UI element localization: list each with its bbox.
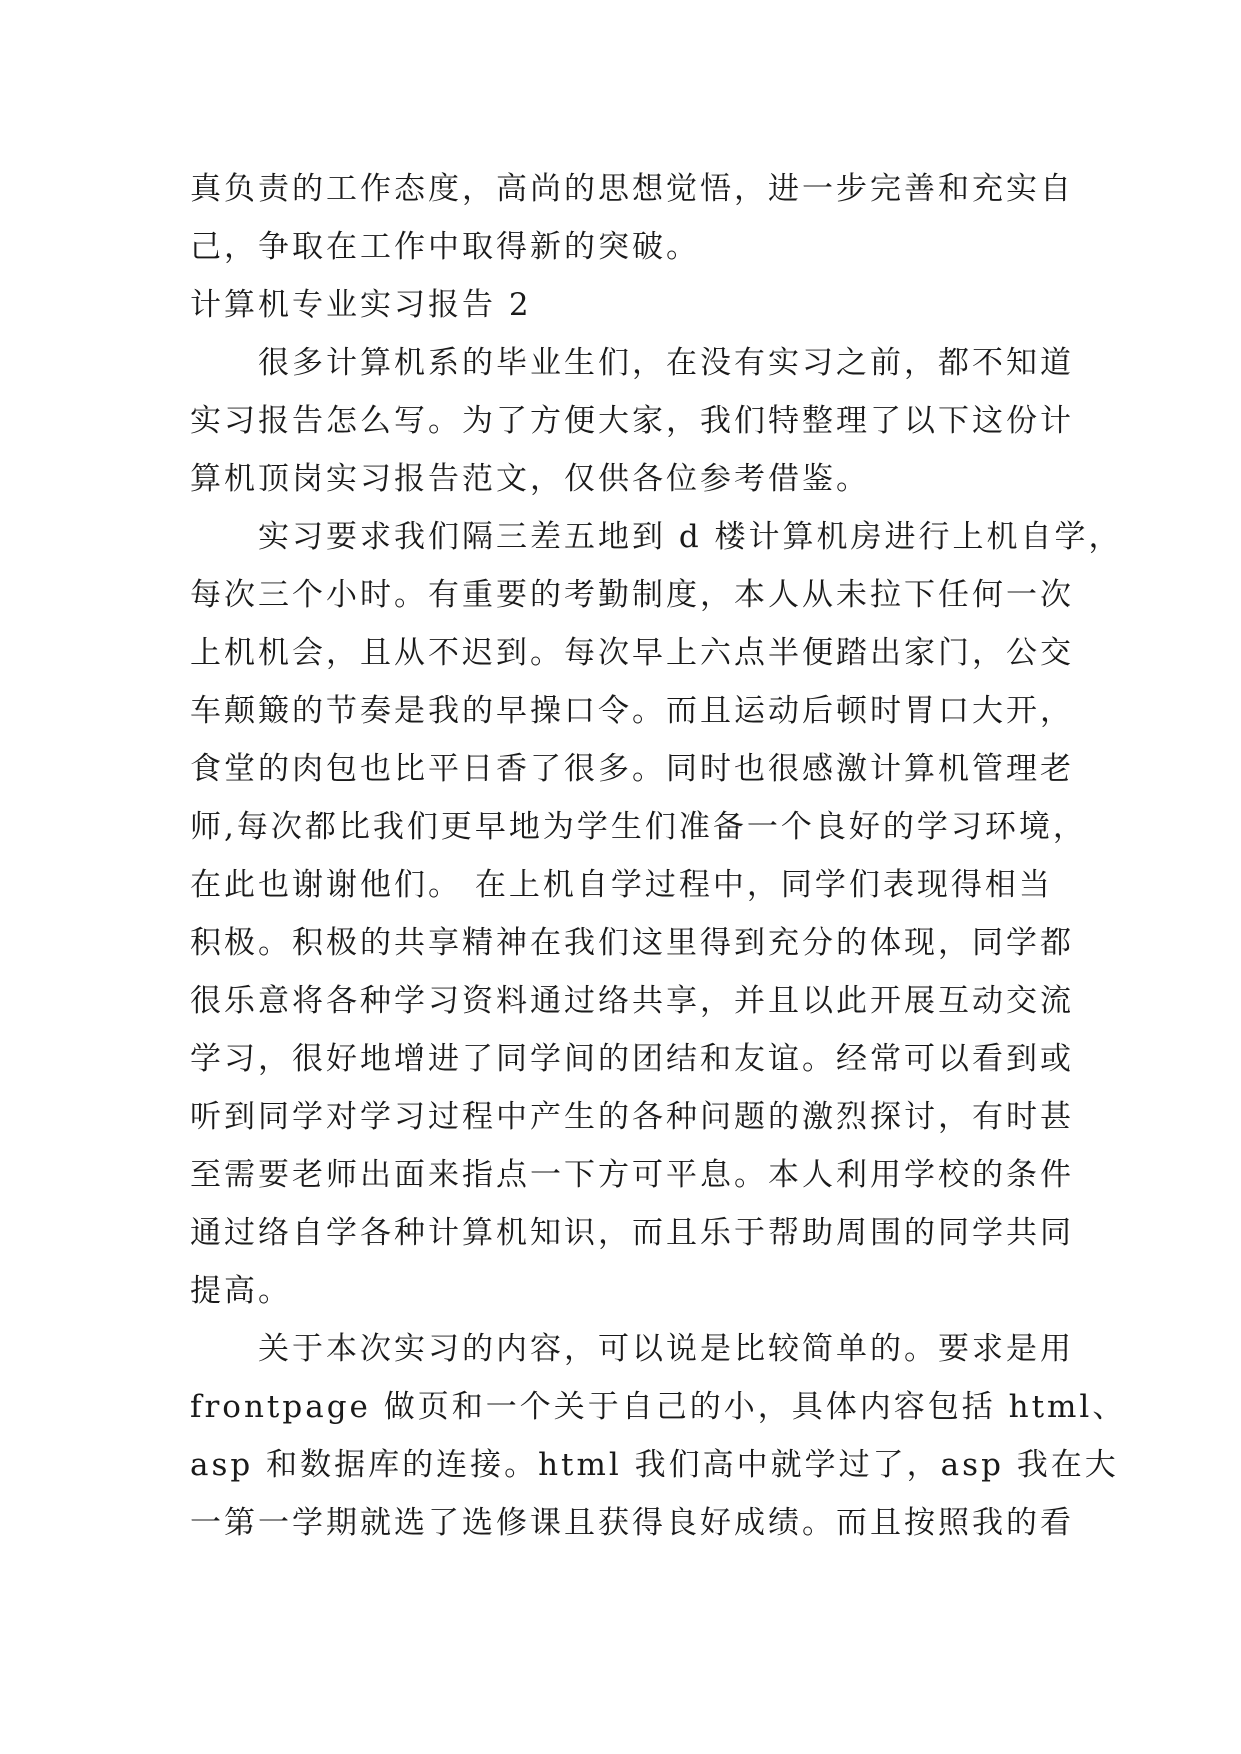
text-line: 提高。 [190,1273,292,1309]
text-line: 食堂的肉包也比平日香了很多。同时也很感激计算机管理老 [190,751,1074,787]
text-line: asp 和数据库的连接。html 我们高中就学过了，asp 我在大 [190,1447,1119,1483]
text-line: 上机机会，且从不迟到。每次早上六点半便踏出家门，公交 [190,635,1074,671]
text-line: 听到同学对学习过程中产生的各种问题的激烈探讨，有时甚 [190,1099,1074,1135]
text-line: 积极。积极的共享精神在我们这里得到充分的体现，同学都 [190,925,1074,961]
text-line: 每次三个小时。有重要的考勤制度，本人从未拉下任何一次 [190,577,1074,613]
text-line: 真负责的工作态度，高尚的思想觉悟，进一步完善和充实自 [190,171,1074,207]
paragraph-first-line: 很多计算机系的毕业生们，在没有实习之前，都不知道 [258,345,1074,381]
text-line: 车颠簸的节奏是我的早操口令。而且运动后顿时胃口大开， [190,693,1074,729]
text-line: 很乐意将各种学习资料通过络共享，并且以此开展互动交流 [190,983,1074,1019]
paragraph-first-line: 实习要求我们隔三差五地到 d 楼计算机房进行上机自学， [258,519,1123,555]
text-line: 学习，很好地增进了同学间的团结和友谊。经常可以看到或 [190,1041,1074,1077]
text-line: 师,每次都比我们更早地为学生们准备一个良好的学习环境， [190,809,1087,845]
document-body [190,160,1127,1552]
text-line: 算机顶岗实习报告范文，仅供各位参考借鉴。 [190,461,870,497]
text-line: 己，争取在工作中取得新的突破。 [190,229,700,265]
text-line: 通过络自学各种计算机知识，而且乐于帮助周围的同学共同 [190,1215,1074,1251]
text-line: 实习报告怎么写。为了方便大家，我们特整理了以下这份计 [190,403,1074,439]
text-line: 一第一学期就选了选修课且获得良好成绩。而且按照我的看 [190,1505,1074,1541]
text-line: frontpage 做页和一个关于自己的小，具体内容包括 html、 [190,1389,1127,1425]
section-heading: 计算机专业实习报告 2 [190,287,532,323]
paragraph-first-line: 关于本次实习的内容，可以说是比较简单的。要求是用 [258,1331,1074,1367]
text-line: 至需要老师出面来指点一下方可平息。本人利用学校的条件 [190,1157,1074,1193]
text-line: 在此也谢谢他们。 在上机自学过程中，同学们表现得相当 [190,867,1053,903]
